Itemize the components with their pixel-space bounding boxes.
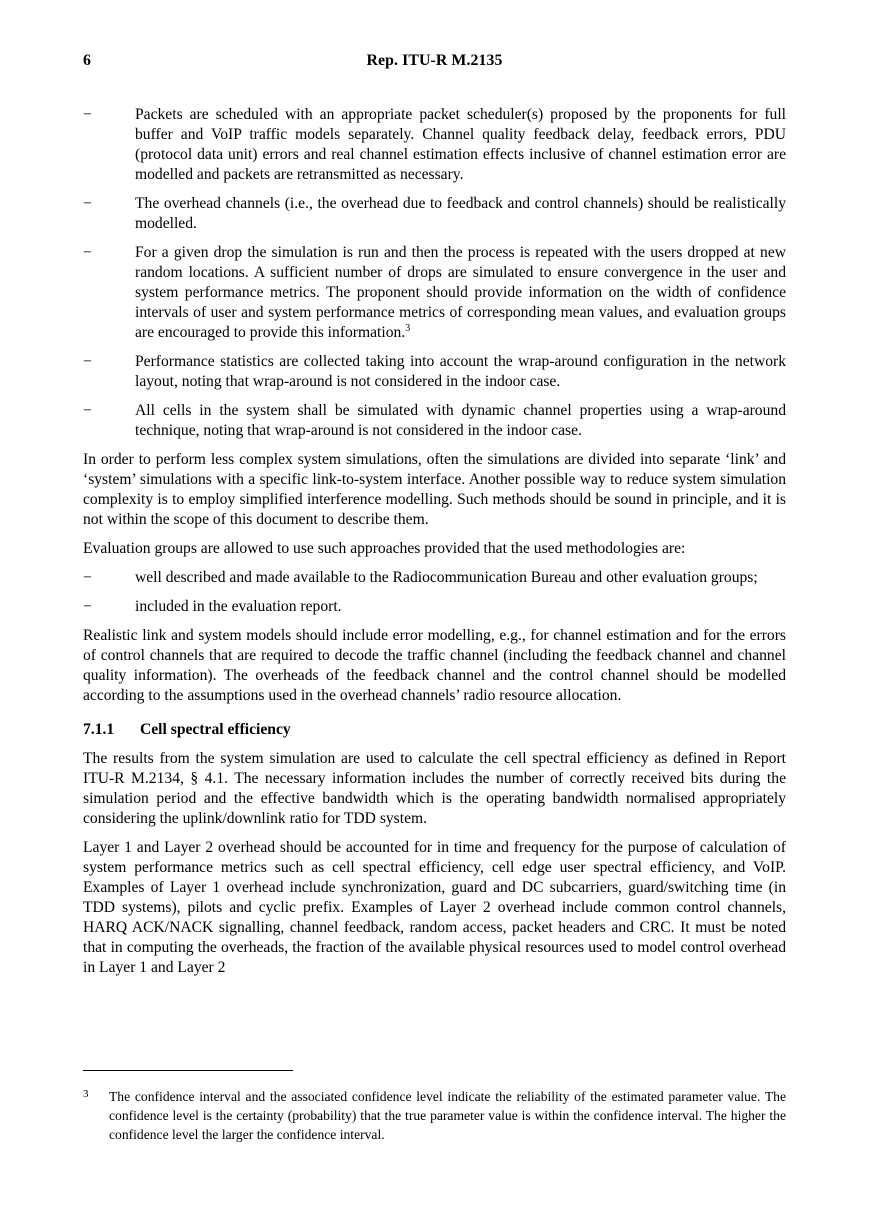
bullet-text: All cells in the system shall be simulated with dynamic channel properties using a wrap-around technique, noting that wrap-around is not considered in the indoor case. [135,402,786,439]
paragraph-error-modelling: Realistic link and system models should include error modelling, e.g., for channel estimation and for the errors of control channels that are required to decode the traffic channel (including the feedback channel and channel quality information). The overheads of the feedback channel and the control channel should be modelled according to the assumptions used in the overhead channels’ radio resource allocation. [83,627,786,704]
section-heading [83,720,786,740]
section-title: Cell spectral efficiency [140,721,291,738]
bullet-list-simulation-steps [83,105,786,441]
bullet-text: The overhead channels (i.e., the overhead due to feedback and control channels) should be realistically modelled. [135,195,786,232]
page-header [83,51,786,73]
list-item [83,401,786,441]
bullet-list-methodology-requirements [83,568,786,617]
bullet-text: For a given drop the simulation is run and then the process is repeated with the users dropped at new random locations. A sufficient number of drops are simulated to ensure convergence in the user and system performance metrics. The proponent should provide information on the width of confidence intervals of user and system performance metrics of corresponding mean values, and evaluation groups are encouraged to provide this information. [135,244,786,341]
footnote-number: 3 [83,1088,89,1100]
bullet-marker: − [83,598,92,615]
footnote-text: The confidence interval and the associated confidence level indicate the reliability of the estimated parameter value. The confidence level is the certainty (probability) that the true parameter value is within the confidence interval. The higher the confidence level the larger the confidence interval. [109,1089,786,1142]
list-item [83,352,786,392]
footnote-reference[interactable]: 3 [405,323,411,334]
bullet-marker: − [83,244,92,261]
page-number: 6 [83,52,91,69]
list-item [83,243,786,343]
bullet-text-with-footnote [135,243,786,343]
footnote-separator [83,1070,293,1071]
paragraph-link-system-simulation: In order to perform less complex system simulations, often the simulations are divided into separate ‘link’ and ‘system’ simulations with a specific link-to-system interface. Another possible way to reduce system simulation complexity is to employ simplified interference modelling. Such methods should be sound in principle, and it is not within the scope of this document to describe them. [83,451,786,528]
footnote [83,1087,786,1144]
bullet-text: Performance statistics are collected taking into account the wrap-around configuration in the network layout, noting that wrap-around is not considered in the indoor case. [135,353,786,390]
section-number: 7.1.1 [83,721,115,738]
bullet-marker: − [83,106,92,123]
bullet-text: included in the evaluation report. [135,598,342,615]
list-item [83,597,786,617]
paragraph-layer-overhead: Layer 1 and Layer 2 overhead should be accounted for in time and frequency for the purpose of calculation of system performance metrics such as cell spectral efficiency, cell edge user spectral efficiency, and VoIP. Examples of Layer 1 overhead include synchronization, guard and DC subcarriers, guard/switching time (in TDD systems), pilots and cyclic prefix. Examples of Layer 2 overhead include common control channels, HARQ ACK/NACK signalling, channel feedback, random access, packet headers and CRC. It must be noted that in computing the overheads, the fraction of the available physical resources used to model control overhead in Layer 1 and Layer 2 [83,839,786,976]
bullet-text: Packets are scheduled with an appropriate packet scheduler(s) proposed by the proponents for full buffer and VoIP traffic models separately. Channel quality feedback delay, feedback errors, PDU (protocol data unit) errors and real channel estimation effects inclusive of channel estimation error are modelled and packets are retransmitted as necessary. [135,106,786,183]
list-item [83,194,786,234]
paragraph-cell-spectral-efficiency: The results from the system simulation are used to calculate the cell spectral efficiency as defined in Report ITU-R M.2134, § 4.1. The necessary information includes the number of correctly received bits during the simulation period and the effective bandwidth which is the operating bandwidth normalised appropriately considering the uplink/downlink ratio for TDD system. [83,750,786,827]
list-item [83,568,786,588]
bullet-text: well described and made available to the Radiocommunication Bureau and other evaluation groups; [135,569,758,586]
list-item [83,105,786,185]
paragraph-evaluation-groups: Evaluation groups are allowed to use such approaches provided that the used methodologies are: [83,540,686,557]
bullet-marker: − [83,402,92,419]
bullet-marker: − [83,569,92,586]
bullet-marker: − [83,353,92,370]
bullet-marker: − [83,195,92,212]
document-page [83,51,786,987]
document-title: Rep. ITU-R M.2135 [366,52,503,69]
